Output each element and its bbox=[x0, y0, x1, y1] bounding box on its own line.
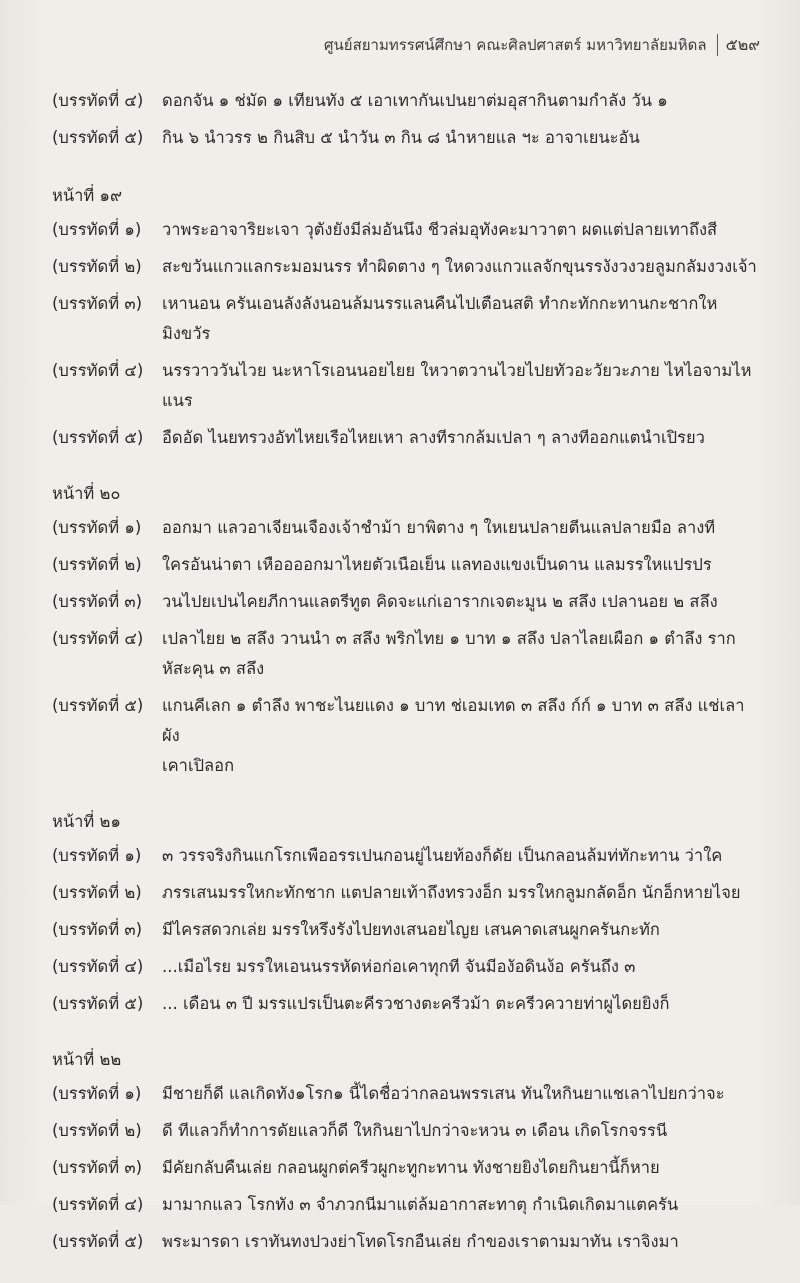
line-text: อืดอัด ไนยทรวงอัทไหยเรือไหยเหา ลางทีรากล้มเปลา ๆ ลางทีออกแตนำเปิรยว bbox=[162, 428, 705, 447]
running-header bbox=[324, 30, 760, 60]
line-text: ออกมา แลวอาเจียนเจืองเจ้าชำม้า ยาพิตาง ๆ ใหเยนปลายตีนแลปลายมือ ลางที bbox=[162, 518, 716, 537]
transcription-body bbox=[52, 86, 762, 1283]
line-label: (บรรทัดที่ ๓) bbox=[52, 592, 143, 611]
section-page-19 bbox=[52, 181, 762, 453]
line-label: (บรรทัดที่ ๒) bbox=[52, 555, 142, 574]
transcription-line bbox=[52, 915, 762, 945]
line-label: (บรรทัดที่ ๕) bbox=[52, 994, 144, 1013]
header-title: ศูนย์สยามทรรศน์ศึกษา คณะศิลปศาสตร์ มหาวิทยาลัยมหิดล bbox=[324, 36, 707, 54]
line-label: (บรรทัดที่ ๕) bbox=[52, 696, 144, 715]
section-heading: หน้าที่ ๒๒ bbox=[52, 1050, 122, 1069]
line-label: (บรรทัดที่ ๒) bbox=[52, 883, 142, 902]
line-text: แกนคีเลก ๑ ตำลึง พาชะไนยแดง ๑ บาท ช่เอมเทด ๓ สลึง ก์ก์ ๑ บาท ๓ สลึง แช่เลาผัง เคาเปิลอก bbox=[162, 696, 745, 775]
line-text: ๓ วรรจริงกินแกโรกเพืออรรเปนกอนยู่ไนยท้องก็ดัย เป็นกลอนล้มท่ทักะทาน ว่าใค bbox=[162, 846, 723, 865]
transcription-line bbox=[52, 952, 762, 982]
line-text: ... เดือน ๓ ปี มรรแปรเป็นตะคีรวชางตะครีวม้า ตะครีวควายท่าผูไดยยิงก็ bbox=[162, 994, 670, 1013]
line-text: กิน ๖ นำวรร ๒ กินสิบ ๕ นำวัน ๓ กิน ๘ นำหายแล ฯะ อาจาเยนะอัน bbox=[162, 128, 640, 147]
transcription-line bbox=[52, 252, 762, 282]
transcription-line bbox=[52, 123, 762, 153]
line-label: (บรรทัดที่ ๕) bbox=[52, 428, 144, 447]
line-label: (บรรทัดที่ ๕) bbox=[52, 1232, 144, 1251]
line-text: มีชายก็ดี แลเกิดทัง๑โรก๑ นี้ไดชื่อว่ากลอนพรรเสน ทันใหกินยาแชเลาไปยกว่าจะ bbox=[162, 1084, 725, 1103]
line-label: (บรรทัดที่ ๒) bbox=[52, 1121, 142, 1140]
transcription-line bbox=[52, 1227, 762, 1257]
transcription-line bbox=[52, 1153, 762, 1183]
transcription-line bbox=[52, 289, 762, 349]
line-label: (บรรทัดที่ ๑) bbox=[52, 518, 142, 537]
section-heading: หน้าที่ ๒๑ bbox=[52, 812, 121, 831]
line-label: (บรรทัดที่ ๓) bbox=[52, 920, 143, 939]
transcription-line bbox=[52, 878, 762, 908]
transcription-line bbox=[52, 215, 762, 245]
section-page-20 bbox=[52, 479, 762, 781]
section-continued bbox=[52, 86, 762, 153]
transcription-line bbox=[52, 1116, 762, 1146]
line-label: (บรรทัดที่ ๔) bbox=[52, 361, 144, 380]
line-text: สะขวันแกวแลกระมอมนรร ทำผิดตาง ๆ ใหดวงแกวแลจักขุนรรงังวงวยลูมกลัมงวงเจ้า bbox=[162, 257, 757, 276]
transcription-line bbox=[52, 423, 762, 453]
transcription-line bbox=[52, 1190, 762, 1220]
header-divider bbox=[717, 34, 718, 56]
line-text: นรรวาววันไวย นะหาโรเอนนอยไยย ใหวาตวานไวยไปยทัวอะวัยวะภาย ไหไอจามไหแนร bbox=[162, 361, 752, 410]
transcription-line bbox=[52, 691, 762, 781]
line-text: วาพระอาจาริยะเจา วุตังยังมีล่มอันนึง ชีวล่มอุทังคะมาวาตา ผดแต่ปลายเทาถึงสี bbox=[162, 220, 718, 239]
line-label: (บรรทัดที่ ๑) bbox=[52, 846, 142, 865]
transcription-line bbox=[52, 841, 762, 871]
line-label: (บรรทัดที่ ๑) bbox=[52, 220, 142, 239]
line-text: เปลาไยย ๒ สลึง วานนำ ๓ สลึง พริกไทย ๑ บาท ๑ สลึง ปลาไลยเผือก ๑ ตำลึง ราก หัสะคุน ๓ สลึง bbox=[162, 629, 736, 678]
line-text: ใครอันน่าตา เหืออออกมาไหยตัวเนือเย็น แลทองแขงเป็นดาน แลมรรใหแปรปร bbox=[162, 555, 712, 574]
line-label: (บรรทัดที่ ๔) bbox=[52, 1195, 144, 1214]
line-label: (บรรทัดที่ ๒) bbox=[52, 257, 142, 276]
line-label: (บรรทัดที่ ๔) bbox=[52, 957, 144, 976]
line-text: ดอกจัน ๑ ช่มัด ๑ เทียนทัง ๕ เอาเทากันเปนยาต่มอุสากินตามกำลัง วัน ๑ bbox=[162, 91, 668, 110]
transcription-line bbox=[52, 989, 762, 1019]
line-label: (บรรทัดที่ ๕) bbox=[52, 128, 144, 147]
transcription-line bbox=[52, 624, 762, 684]
line-label: (บรรทัดที่ ๔) bbox=[52, 629, 144, 648]
transcription-line bbox=[52, 356, 762, 416]
line-label: (บรรทัดที่ ๑) bbox=[52, 1084, 142, 1103]
line-text: วนไปยเปนไคยภีกานแลตรีทูต คิดจะแก่เอารากเจตะมูน ๒ สลึง เปลานอย ๒ สลึง bbox=[162, 592, 718, 611]
transcription-line bbox=[52, 1079, 762, 1109]
section-heading: หน้าที่ ๒๐ bbox=[52, 484, 121, 503]
transcription-line bbox=[52, 550, 762, 580]
line-text: พระมารดา เราทันทงปวงย่าโทดโรกอืนเล่ย กำของเราตามมาทัน เราจิงมา bbox=[162, 1232, 679, 1251]
line-text: มามากแลว โรกทัง ๓ จำภวกนีมาแต่ล้มอากาสะทาตุ กำเนิดเกิดมาแตครัน bbox=[162, 1195, 679, 1214]
line-text: มีคัยกลับคืนเล่ย กลอนผูกต่ครีวผูกะทูกะทาน ทังชายยิงไดยกินยานี้ก็หาย bbox=[162, 1158, 660, 1177]
page-number: ๕๒๙ bbox=[725, 34, 760, 54]
line-text: เหานอน ครันเอนลังลังนอนล้มนรรแลนคืนไปเตือนสติ ทำกะทักกะทานกะชากใหมิงขวัร bbox=[162, 294, 718, 343]
section-page-21 bbox=[52, 807, 762, 1019]
section-heading: หน้าที่ ๑๙ bbox=[52, 186, 123, 205]
transcription-line bbox=[52, 587, 762, 617]
transcription-line bbox=[52, 513, 762, 543]
line-text: ดี ทีแลวก็ทำการดัยแลวก็ดี ใหกินยาไปกว่าจะหวน ๓ เดือน เกิดโรกจรรนี bbox=[162, 1121, 668, 1140]
transcription-line bbox=[52, 86, 762, 116]
line-label: (บรรทัดที่ ๓) bbox=[52, 1158, 143, 1177]
line-text: ...เมือไรย มรรใหเอนนรรหัดห่อก่อเคาทุกที จันมีองัอดินง้อ ครันถึง ๓ bbox=[162, 957, 636, 976]
section-page-22 bbox=[52, 1045, 762, 1257]
line-label: (บรรทัดที่ ๓) bbox=[52, 294, 143, 313]
line-text: มีไครสดวกเล่ย มรรใหรึงรังไปยทงเสนอยไญย เสนคาดเสนผูกครันกะทัก bbox=[162, 920, 660, 939]
line-label: (บรรทัดที่ ๔) bbox=[52, 91, 144, 110]
line-text: ภรรเสนมรรใหกะทักชาก แตปลายเท้าถึงทรวงอ็ก มรรใหกลูมกลัดอ็ก นักอ็กหายไจย bbox=[162, 883, 741, 902]
